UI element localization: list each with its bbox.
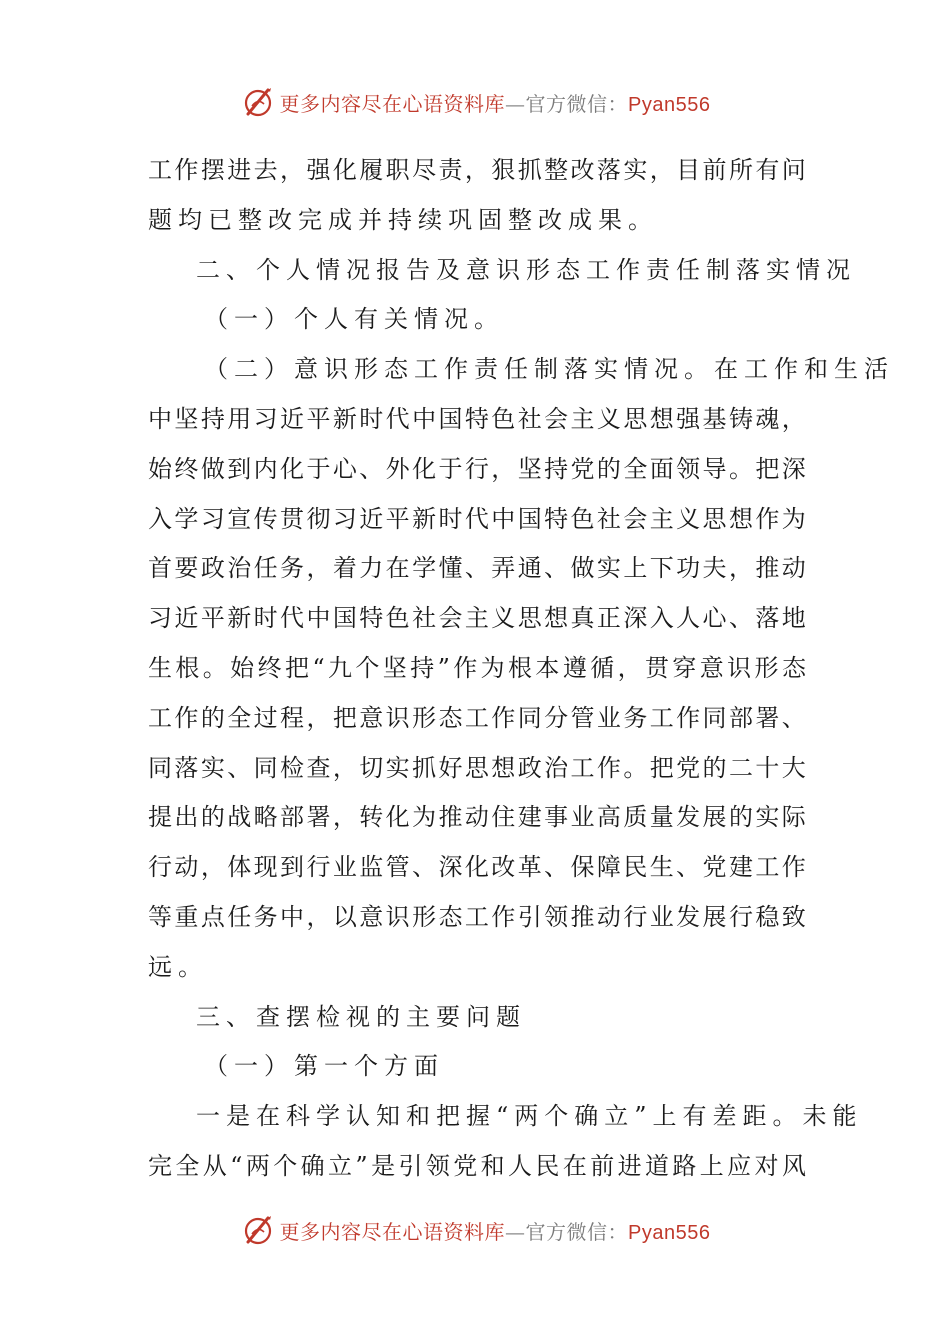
text-line: 同 落 实 、 同 检 查 ， 切 实 抓 好 思 想 政 治 工 作 。 把 党 的 二 十 大 [148, 753, 806, 782]
banner-wechat-label: 官方微信： [525, 1219, 629, 1244]
text-line: 工 作 摆 进 去 ， 强 化 履 职 尽 责 ， 狠 抓 整 改 落 实 ， 目 前 所 有 问 [148, 156, 806, 184]
pen-circle-logo-icon [240, 1212, 276, 1248]
header-banner [0, 80, 950, 124]
banner-wechat-id: Pyan556 [628, 93, 711, 116]
text-line: 三、查摆检视的主要问题 [196, 1002, 526, 1031]
document-body [148, 146, 894, 1192]
banner-wechat-id: Pyan556 [628, 1221, 711, 1244]
text-line: 生 根 。 始 终 把 “ 九 个 坚 持 ” 作 为 根 本 遵 循 ， 贯 穿 意 识 形 态 [148, 653, 806, 682]
text-line: 入 学 习 宣 传 贯 彻 习 近 平 新 时 代 中 国 特 色 社 会 主 义 思 想 作 为 [148, 504, 806, 533]
text-line: 首 要 政 治 任 务 ， 着 力 在 学 懂 、 弄 通 、 做 实 上 下 功 夫 ， 推 动 [148, 554, 806, 583]
text-line: 提 出 的 战 略 部 署 ， 转 化 为 推 动 住 建 事 业 高 质 量 发 展 的 实 际 [148, 803, 806, 832]
text-line: 二、个人情况报告及意识形态工作责任制落实情况 [196, 255, 856, 284]
text-line: 始 终 做 到 内 化 于 心 、 外 化 于 行 ， 坚 持 党 的 全 面 领 导 。 把 深 [148, 454, 806, 483]
banner-title: 更多内容尽在心语资料库 [279, 1219, 506, 1244]
text-line: 工 作 的 全 过 程 ， 把 意 识 形 态 工 作 同 分 管 业 务 工 作 同 部 署 、 [148, 703, 806, 732]
text-line: 题均已整改完成并持续巩固整改成果。 [148, 205, 658, 234]
footer-banner [0, 1208, 950, 1252]
text-line: （二）意识形态工作责任制落实情况。在工作和生活 [204, 355, 894, 384]
banner-text [280, 88, 711, 117]
text-line: 习 近 平 新 时 代 中 国 特 色 社 会 主 义 思 想 真 正 深 入 人 心 、 落 地 [148, 604, 806, 633]
banner-text [280, 1216, 711, 1245]
text-line: 中 坚 持 用 习 近 平 新 时 代 中 国 特 色 社 会 主 义 思 想 强 基 铸 魂 ， [148, 404, 806, 433]
text-line: 远。 [148, 952, 208, 981]
pen-circle-logo-icon [240, 84, 276, 120]
text-line: 等 重 点 任 务 中 ， 以 意 识 形 态 工 作 引 领 推 动 行 业 发 展 行 稳 致 [148, 902, 806, 931]
text-line: （一）个人有关情况。 [204, 305, 504, 334]
text-line: 行 动 ， 体 现 到 行 业 监 管 、 深 化 改 革 、 保 障 民 生 、 党 建 工 作 [148, 853, 806, 882]
text-line: 完 全 从 “ 两 个 确 立 ” 是 引 领 党 和 人 民 在 前 进 道 路 上 应 对 风 [148, 1151, 806, 1180]
banner-separator: — [505, 1219, 526, 1244]
banner-separator: — [505, 91, 526, 116]
text-line: （一）第一个方面 [204, 1052, 444, 1081]
banner-title: 更多内容尽在心语资料库 [279, 91, 506, 116]
text-line: 一是在科学认知和把握“两个确立”上有差距。未能 [196, 1102, 863, 1131]
banner-wechat-label: 官方微信： [525, 91, 629, 116]
